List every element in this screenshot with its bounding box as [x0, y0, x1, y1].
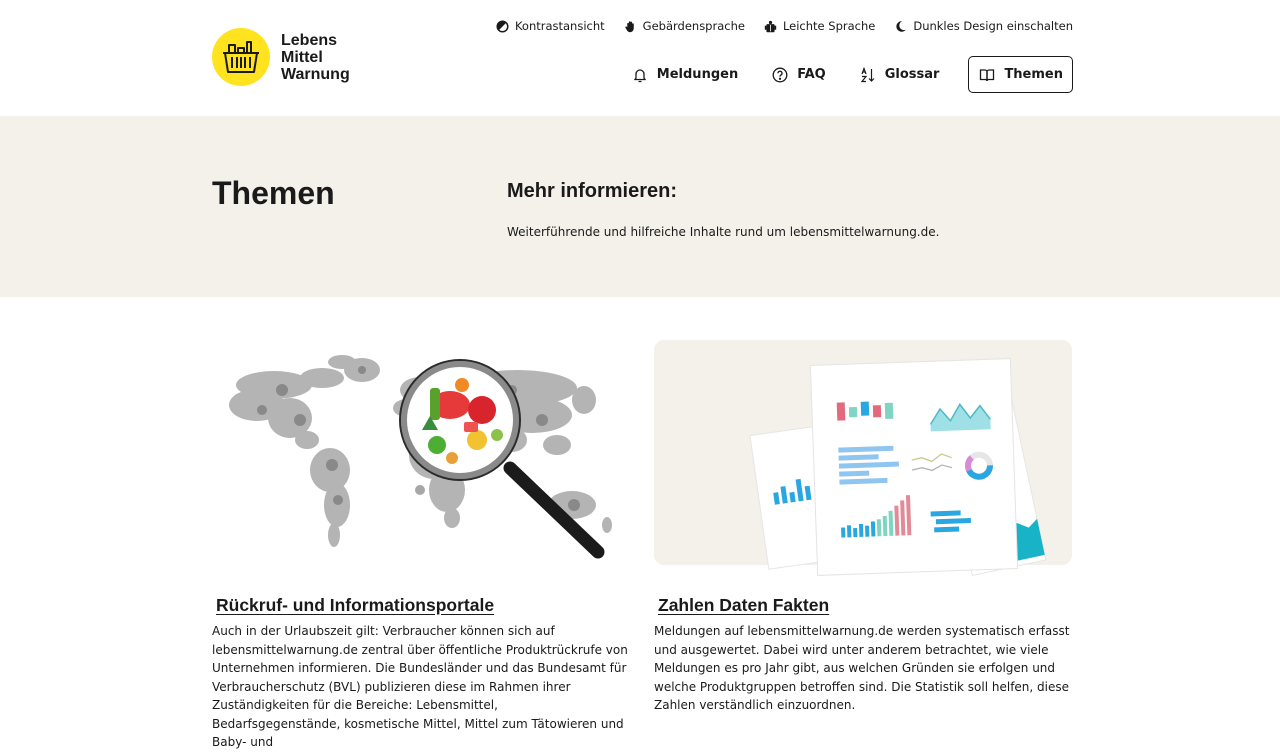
moon-icon — [894, 20, 907, 33]
basket-icon — [212, 28, 270, 86]
nav-item-faq[interactable] — [757, 56, 837, 93]
nav-item-label: Meldungen — [656, 67, 739, 82]
site-header — [0, 0, 1280, 116]
contrast-icon — [496, 20, 509, 33]
util-item-label: Leichte Sprache — [782, 19, 876, 33]
util-item-label: Kontrastansicht — [514, 19, 605, 33]
page-title: Themen — [212, 175, 335, 211]
hero-subtitle: Mehr informieren: — [507, 180, 678, 202]
nav-item-glossar[interactable] — [845, 56, 951, 93]
card-description: Meldungen auf lebensmittelwarnung.de werden systematisch erfasst und ausgewertet. Dabei wird unter anderem betrachtet, wie viele Meldungen es pro Jahr gibt, aus welchen Gründen sie erfolgen und welche Produktgruppen betroffen sind. Die Statistik soll helfen, diese Zahlen verständlich einzuordnen. — [654, 624, 1070, 712]
util-item-contrast[interactable] — [496, 19, 605, 33]
card-description: Auch in der Urlaubszeit gilt: Verbraucher können sich auf lebensmittelwarnung.de zentral über öffentliche Produktrückrufe von Unternehmen informieren. Die Bundesländer und das Bundesamt für Verbraucherschutz (BVL) publizieren diese im Rahmen ihrer Zuständigkeiten für die Bereiche: Lebensmittel, Bedarfsgegenstände, kosmetische Mittel, Mittel zum Tätowieren und Baby- und — [212, 624, 628, 749]
util-item-label: Gebärdensprache — [642, 19, 745, 33]
site-logo[interactable] — [212, 28, 350, 86]
logo-line-1: Lebens — [281, 31, 338, 49]
statistics-report-illustration — [654, 340, 1072, 565]
utility-nav — [496, 19, 1073, 33]
nav-item-themen[interactable] — [968, 56, 1073, 93]
easy-language-icon — [764, 20, 777, 33]
question-icon — [772, 67, 788, 83]
logo-line-3: Warnung — [281, 65, 350, 83]
util-item-sign-language[interactable] — [624, 19, 745, 33]
card-title-link[interactable]: Zahlen Daten Fakten — [658, 595, 830, 615]
main-nav — [617, 56, 1073, 93]
logo-line-2: Mittel — [281, 48, 323, 66]
topic-card-statistics — [654, 340, 1072, 715]
card-title-link[interactable]: Rückruf- und Informationsportale — [216, 595, 495, 615]
sign-language-icon — [624, 20, 637, 33]
hero-description: Weiterführende und hilfreiche Inhalte rund um lebensmittelwarnung.de. — [507, 225, 940, 239]
card-image-statistics[interactable] — [654, 340, 1072, 565]
nav-item-meldungen[interactable] — [617, 56, 749, 93]
bell-icon — [632, 67, 648, 83]
nav-item-label: Themen — [1004, 67, 1063, 82]
util-item-label: Dunkles Design einschalten — [913, 19, 1073, 33]
page-hero — [0, 116, 1280, 297]
sort-az-icon — [860, 67, 876, 83]
util-item-dark-mode[interactable] — [894, 19, 1073, 33]
topic-card-recall-portals — [212, 340, 630, 752]
nav-item-label: FAQ — [797, 67, 826, 82]
nav-item-label: Glossar — [884, 67, 940, 82]
util-item-easy-language[interactable] — [764, 19, 875, 33]
card-image-world-map[interactable] — [212, 340, 630, 565]
world-map-magnifier-illustration — [212, 340, 630, 565]
site-logo-text — [281, 32, 350, 83]
book-icon — [979, 67, 995, 83]
